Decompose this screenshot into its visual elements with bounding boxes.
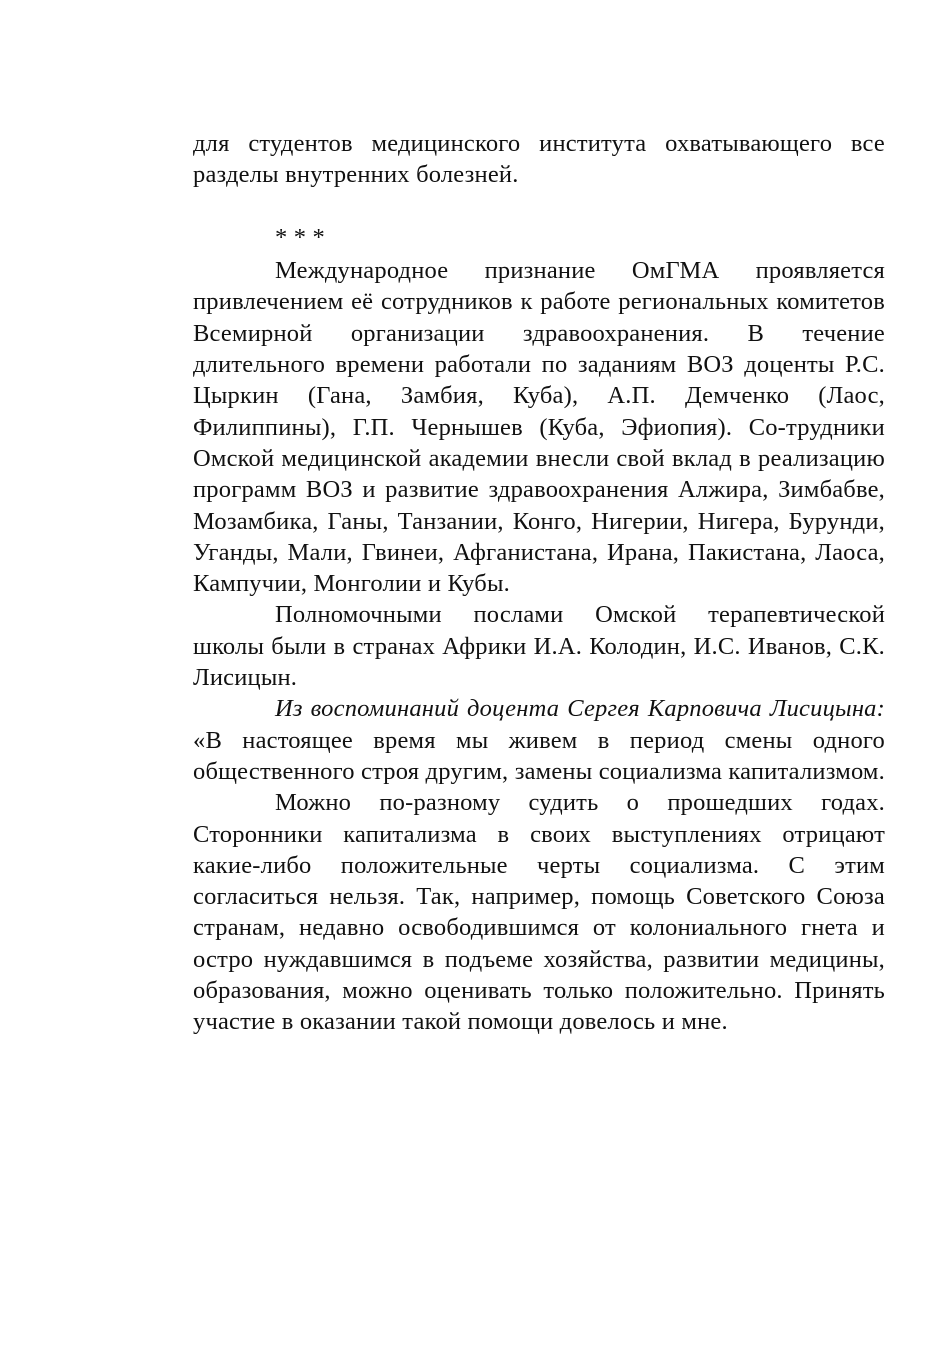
paragraph-international-recognition: Международное признание ОмГМА проявляется привлечением её сотрудников к работе региональных комитетов Всемирной организации здравоохранения. В течение длительного времени работали по заданиям ВОЗ доценты Р.С. Цыркин (Гана, Замбия, Куба), А.П. Демченко (Лаос, Филиппины), Г.П. Чернышев (Куба, Эфиопия). Со-трудники Омской медицинской академии внесли свой вклад в реализацию программ ВОЗ и развитие здравоохранения Алжира, Зимбабве, Мозамбика, Ганы, Танзании, Конго, Нигерии, Нигера, Бурунди, Уганды, Мали, Гвинеи, Афганистана, Ирана, Пакистана, Лаоса, Кампучии, Монголии и Кубы. — [193, 257, 885, 598]
paragraph-memoir-intro — [193, 693, 885, 787]
paragraph-ambassadors: Полномочными послами Омской терапевтической школы были в странах Африки И.А. Колодин, И.С. Иванов, С.К. Лисицын. — [193, 601, 885, 692]
memoir-attribution: Из воспоминаний доцента Сергея Карповича Лисицына: — [275, 695, 885, 723]
section-separator: * * * — [275, 223, 325, 251]
paragraph-memoir-body: Можно по-разному судить о прошедших годах. Сторонники капитализма в своих выступлениях отрицают какие-либо положительные черты социализма. С этим согласиться нельзя. Так, например, помощь Советского Союза странам, недавно освободившимся от колониального гнета и остро нуждавшимся в подъеме хозяйства, развитии медицины, образования, можно оценивать только положительно. Принять участие в оказании такой помощи довелось и мне. — [193, 789, 885, 1036]
memoir-quote-start: «В настоящее время мы живем в период смены одного общественного строя другим, замены социализма капитализмом. — [193, 726, 885, 785]
spacer — [193, 191, 885, 222]
paragraph-intro: для студентов медицинского института охватывающего все разделы внутренних болезней. — [193, 130, 885, 189]
document-page — [193, 128, 885, 1038]
